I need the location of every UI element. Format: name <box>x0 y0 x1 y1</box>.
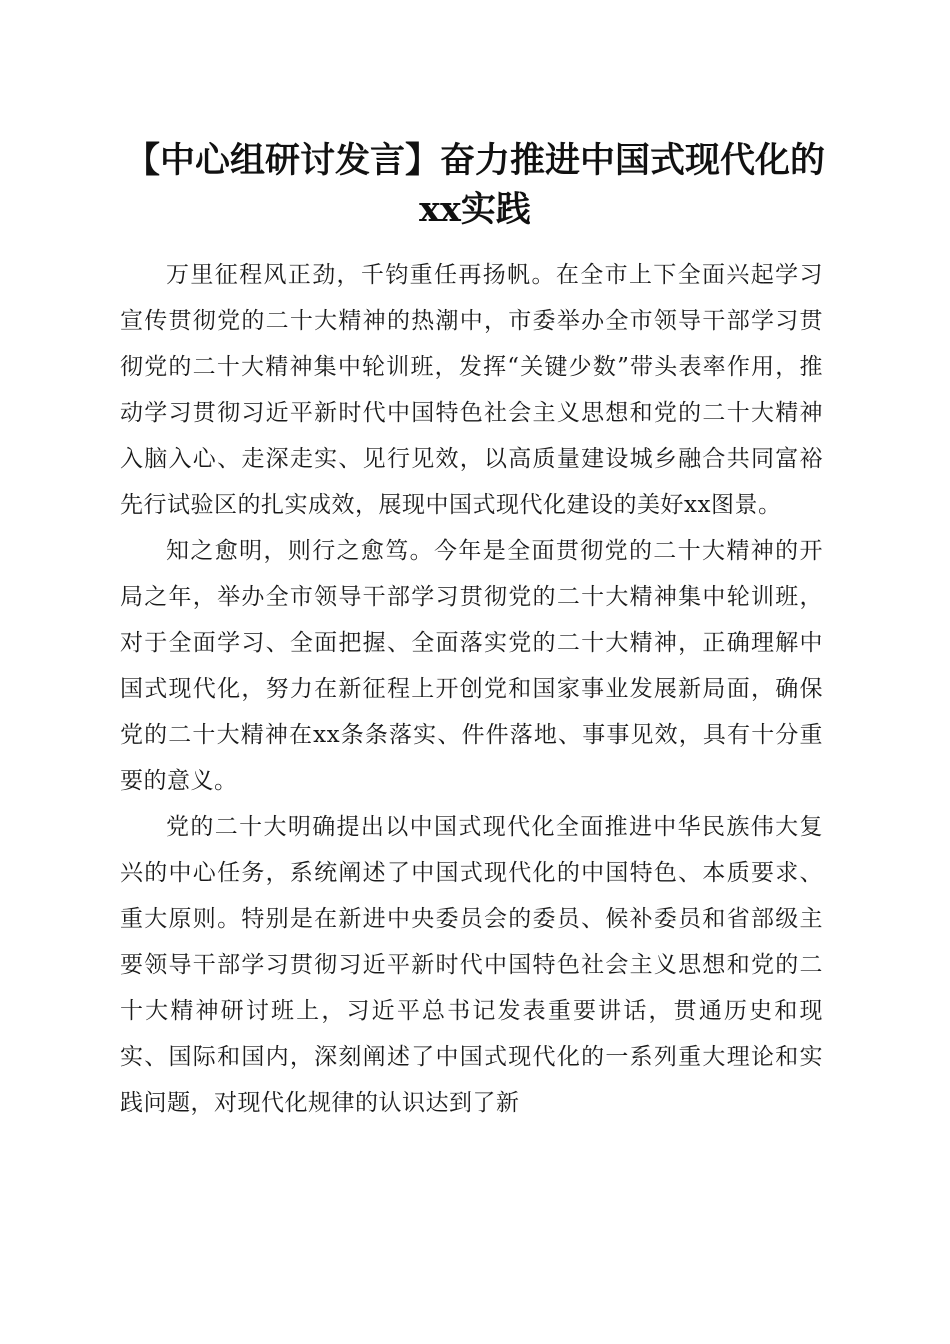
paragraph: 党的二十大明确提出以中国式现代化全面推进中华民族伟大复兴的中心任务，系统阐述了中国式现代化的中国特色、本质要求、重大原则。特别是在新进中央委员会的委员、候补委员和省部级主要领导干部学习贯彻习近平新时代中国特色社会主义思想和党的二十大精神研讨班上，习近平总书记发表重要讲话，贯通历史和现实、国际和国内，深刻阐述了中国式现代化的一系列重大理论和实践问题，对现代化规律的认识达到了新 <box>120 814 823 1116</box>
document-body <box>120 252 823 1126</box>
paragraph: 知之愈明，则行之愈笃。今年是全面贯彻党的二十大精神的开局之年，举办全市领导干部学习贯彻党的二十大精神集中轮训班，对于全面学习、全面把握、全面落实党的二十大精神，正确理解中国式现代化，努力在新征程上开创党和国家事业发展新局面，确保党的二十大精神在xx条条落实、件件落地、事事见效，具有十分重要的意义。 <box>120 538 823 794</box>
paragraph: 万里征程风正劲，千钧重任再扬帆。在全市上下全面兴起学习宣传贯彻党的二十大精神的热潮中，市委举办全市领导干部学习贯彻党的二十大精神集中轮训班，发挥“关键少数”带头表率作用，推动学习贯彻习近平新时代中国特色社会主义思想和党的二十大精神入脑入心、走深走实、见行见效，以高质量建设城乡融合共同富裕先行试验区的扎实成效，展现中国式现代化建设的美好xx图景。 <box>120 262 823 518</box>
document-title: 【中心组研讨发言】奋力推进中国式现代化的xx实践 <box>124 140 825 230</box>
